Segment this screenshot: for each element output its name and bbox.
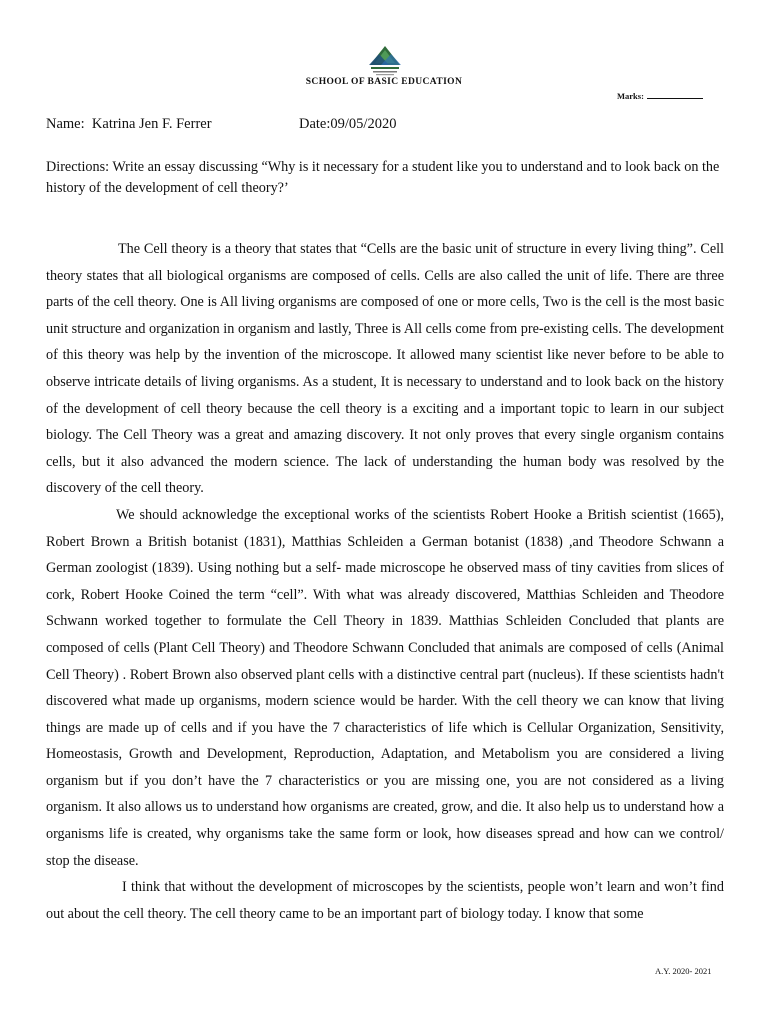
essay-paragraph: The Cell theory is a theory that states that “Cells are the basic unit of structure in every living thing”. Cell theory states that all biological organisms are composed of cells. Cells are also called the unit of life. There are three parts of the cell theory. One is All living organisms are composed of one or more cells, Two is the cell is the most basic unit structure and organization in organism and lastly, Three is All cells come from pre-existing cells. The development of this theory was help by the invention of the microscope. It allowed many scientist like never before to be able to observe intricate details of living organisms. As a student, It is necessary to understand and to look back on the history of the development of cell theory because the cell theory is a exciting and a important topic to learn in our subject biology. The Cell Theory was a great and amazing discovery. It not only proves that every single organism contains cells, but it also advanced the modern science. The lack of understanding the human body was resolved by the discovery of the cell theory. bbox=[46, 241, 724, 497]
date-value: 09/05/2020 bbox=[330, 116, 397, 132]
marks-label: Marks: bbox=[617, 91, 644, 101]
marks-blank-line bbox=[647, 91, 703, 99]
name-label: Name: bbox=[46, 116, 85, 132]
name-row bbox=[46, 116, 212, 133]
school-logo-icon bbox=[364, 45, 406, 79]
date-label: Date: bbox=[299, 116, 331, 132]
academic-year: A.Y. 2020- 2021 bbox=[655, 966, 712, 976]
essay-paragraph: We should acknowledge the exceptional works of the scientists Robert Hooke a British scientist (1665), Robert Brown a British botanist (1831), Matthias Schleiden a German botanist (1838) ,and Theodore Schwann a German zoologist (1839). Using nothing but a self- made microscope he observed mass of tiny cavities from slices of cork, Robert Hooke Coined the term “cell”. With what was already discovered, Matthias Schleiden and Theodore Schwann worked together to formulate the Cell Theory in 1839. Matthias Schleiden Concluded that plants are composed of cells (Plant Cell Theory) and Theodore Schwann Concluded that animals are composed of cells (Animal Cell Theory) . Robert Brown also observed plant cells with a distinctive central part (nucleus). If these scientists hadn't discovered what made up organisms, modern science would be harder. With the cell theory we can know that living things are made up of cells and if you have the 7 characteristics of life which is Cellular Organization, Sensitivity, Homeostasis, Growth and Development, Reproduction, Adaptation, and Metabolism you are considered a living organism but if you don’t have the 7 characteristics or you are missing one, you are not considered as a living organism. It also allows us to understand how organisms are created, grow, and die. It also help us to understand how a organisms life is created, why organisms take the same form or look, how diseases spread and how can we control/ stop the disease. bbox=[46, 506, 724, 869]
date-row bbox=[299, 116, 396, 133]
essay-body bbox=[46, 236, 724, 927]
directions: Directions: Write an essay discussing “Why is it necessary for a student like you to understand and to look back on the history of the development of cell theory?’ bbox=[46, 159, 720, 196]
school-name: SCHOOL OF BASIC EDUCATION bbox=[305, 77, 463, 87]
essay-paragraph: I think that without the development of microscopes by the scientists, people won’t learn and won’t find out about the cell theory. The cell theory came to be an important part of biology today. I know that some bbox=[46, 879, 724, 922]
student-name: Katrina Jen F. Ferrer bbox=[91, 116, 212, 132]
marks-field bbox=[617, 91, 703, 101]
